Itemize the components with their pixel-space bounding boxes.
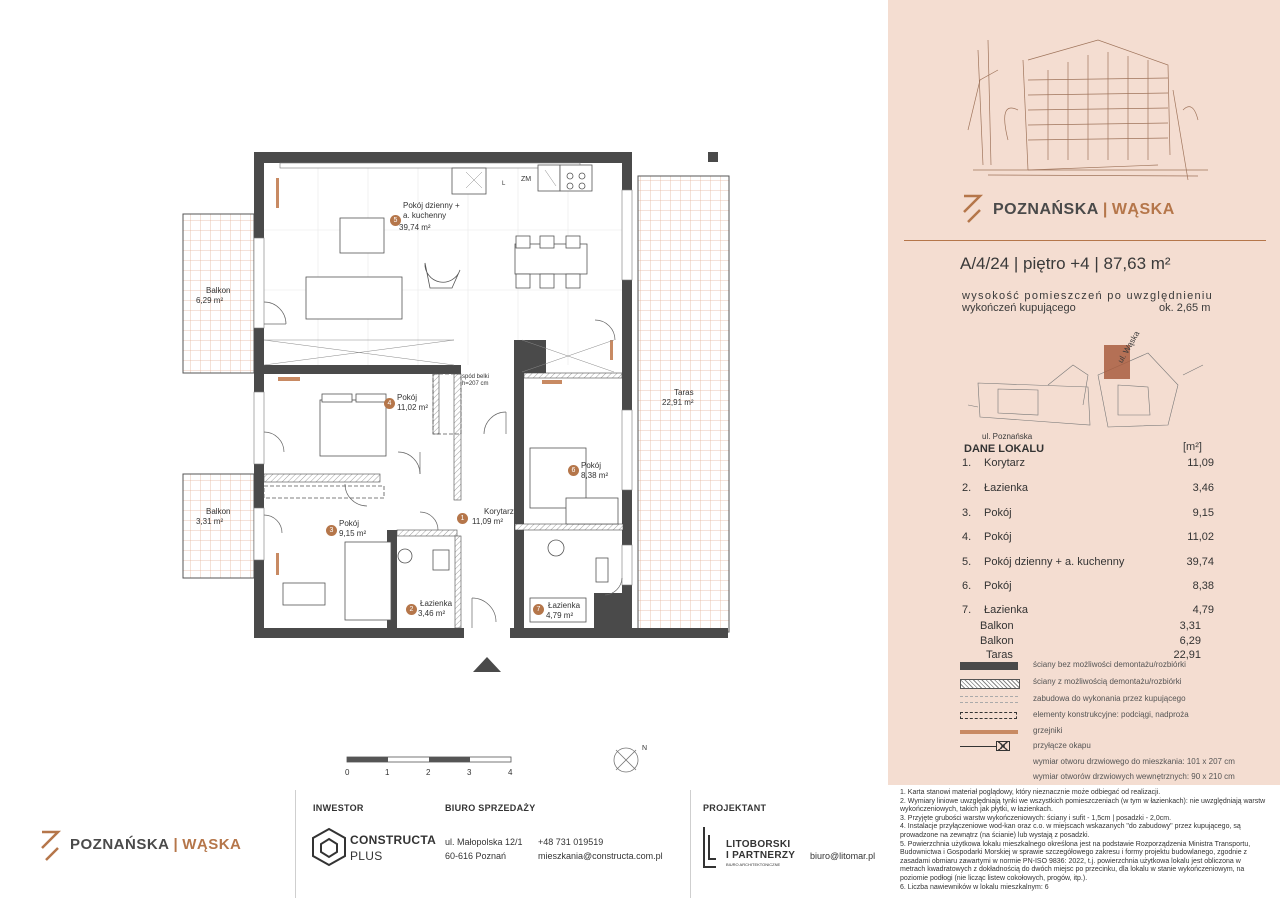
balkon-top-label [196, 286, 230, 306]
extra-label: Balkon [980, 620, 1014, 632]
constructa-logo-icon [311, 827, 347, 867]
dane-row-1 [962, 457, 1214, 471]
dane-label: Pokój [984, 531, 1012, 543]
note-1: 1. Karta stanowi materiał poglądowy, który nieznacznie może odbiegać od realizacji. [900, 789, 1161, 796]
room-1-label [472, 507, 514, 527]
building-sketch [888, 0, 1280, 200]
room-6-area: 8,38 m² [581, 471, 609, 480]
legend-dashed-symbol [960, 712, 1017, 719]
room-5-line1: Pokój dzienny + [403, 201, 460, 210]
balkon-top-name: Balkon [206, 286, 231, 295]
sales-addr-2: 60-616 Poznań [445, 851, 507, 861]
room-2-marker: 2 [406, 604, 417, 615]
room-3-area: 9,15 m² [339, 529, 367, 538]
extra-row-1 [980, 620, 1200, 632]
brand-logo-icon [960, 194, 984, 224]
room-6-line1: Pokój [581, 461, 602, 470]
legend-text: ściany bez możliwości demontażu/rozbiórki [1033, 660, 1186, 669]
room-5-line2: a. kuchenny [403, 211, 447, 220]
entry-arrow [473, 657, 501, 672]
extra-value: 6,29 [1179, 635, 1201, 647]
legend-text: ściany z możliwością demontażu/rozbiórki [1033, 677, 1182, 686]
zm-label: ZM [521, 176, 532, 183]
beam-note-line1: spód belki [462, 374, 490, 380]
north-arrow [614, 748, 638, 772]
extra-label: Taras [986, 649, 1013, 661]
locator-map [968, 345, 1218, 435]
dane-value: 8,38 [1192, 580, 1214, 592]
scale-1: 1 [385, 768, 390, 777]
investor-label: INWESTOR [313, 803, 364, 813]
room-2-label [420, 599, 452, 619]
dane-num: 2. [962, 482, 972, 494]
dane-row-6 [962, 580, 1214, 594]
divider-line [904, 240, 1266, 241]
scale-0: 0 [345, 768, 350, 777]
dane-unit: [m²] [1183, 441, 1202, 453]
sales-phone[interactable]: +48 731 019519 [538, 837, 604, 847]
legend-text: elementy konstrukcyjne: podciągi, nadproża [1033, 710, 1189, 719]
dane-num: 5. [962, 556, 972, 568]
room-1-line1: Korytarz [484, 507, 514, 516]
room-1-area: 11,09 m² [472, 517, 503, 526]
scale-3: 3 [467, 768, 472, 777]
brand-name-a: POZNAŃSKA [993, 201, 1099, 218]
scale-bar [347, 757, 511, 762]
designer-name-1: LITOBORSKI [726, 839, 791, 850]
legend-hood-symbol [960, 746, 996, 747]
room-4-line1: Pokój [397, 393, 418, 402]
room-3-line1: Pokój [339, 519, 360, 528]
balkon-bottom-label [196, 507, 230, 527]
dane-row-7 [962, 604, 1214, 618]
legend-text: grzejniki [1033, 726, 1063, 735]
height-text-1: wysokość pomieszczeń po uwzględnieniu [962, 290, 1214, 302]
designer-label: PROJEKTANT [703, 803, 767, 813]
designer-name-2: I PARTNERZY [726, 850, 796, 861]
balkon-bottom-area: 3,31 m² [196, 517, 224, 526]
footer-divider-1 [295, 790, 296, 898]
beam-note-line2: h=207 cm [462, 381, 489, 387]
legend-hatch-symbol [960, 679, 1020, 689]
dane-label: Pokój [984, 580, 1012, 592]
dane-num: 6. [962, 580, 972, 592]
taras-area: 22,91 m² [662, 398, 694, 407]
room-5-marker: 5 [390, 215, 401, 226]
room-3-label [339, 519, 366, 539]
dane-num: 1. [962, 457, 972, 469]
room-3-marker: 3 [326, 525, 337, 536]
extra-value: 22,91 [1173, 649, 1201, 661]
room-7-area: 4,79 m² [546, 611, 574, 620]
room-5-area: 39,74 m² [399, 223, 431, 232]
dane-label: Łazienka [984, 482, 1029, 494]
note-4: 4. Instalacje przyłączeniowe wod-kan oraz c.o. w miejscach wskazanych "do zabudowy" przez kupującego, są prowadzone na zewnątrz (na ścianie) lub wystają z posadzki. [900, 823, 1241, 839]
legend-dashed-light-symbol [960, 696, 1018, 703]
sales-addr-1: ul. Małopolska 12/1 [445, 837, 523, 847]
dane-label: Pokój [984, 507, 1012, 519]
note-6: 6. Liczba nawiewników w lokalu mieszkalnym: 6 [900, 883, 1049, 891]
room-1-marker: 1 [457, 513, 468, 524]
note-3: 3. Przyjęte grubości warstw wykończeniowych: ściany i sufit - 1,5cm | posadzki - 2,0cm. [900, 814, 1172, 822]
footer-divider-2 [690, 790, 691, 898]
room-4-marker: 4 [384, 398, 395, 409]
dane-value: 11,02 [1187, 531, 1214, 543]
taras-label [662, 388, 694, 408]
footer-brand-b: WĄSKA [182, 836, 242, 853]
scale-2: 2 [426, 768, 431, 777]
room-6-label [581, 461, 608, 481]
brand-title [993, 201, 1175, 219]
extra-row-2 [980, 635, 1200, 647]
street-bottom: ul. Poznańska [982, 432, 1033, 441]
footer-brand-separator: | [173, 836, 179, 853]
footer-brand [70, 836, 241, 853]
room-4-label [397, 393, 428, 413]
scale-4: 4 [508, 768, 513, 777]
extra-label: Balkon [980, 635, 1014, 647]
dane-row-5 [962, 556, 1214, 570]
dane-row-3 [962, 507, 1214, 521]
dane-heading: DANE LOKALU [964, 443, 1045, 455]
legend-text: wymiar otworów drzwiowych wewnętrznych: 90 x 210 cm [1033, 772, 1235, 781]
dane-num: 4. [962, 531, 972, 543]
unit-title: A/4/24 | piętro +4 | 87,63 m² [960, 254, 1171, 273]
legend-text: wymiar otworu drzwiowego do mieszkania: 101 x 207 cm [1033, 757, 1235, 766]
north-label: N [642, 745, 648, 752]
dane-value: 39,74 [1186, 556, 1214, 568]
dane-value: 11,09 [1187, 457, 1214, 469]
dane-num: 7. [962, 604, 972, 616]
footer-logo-icon [38, 830, 62, 862]
beam-note [462, 374, 489, 388]
street-right: ul. Wąska [1116, 329, 1142, 365]
footer-brand-a: POZNAŃSKA [70, 836, 170, 853]
legend-text: przyłącze okapu [1033, 741, 1091, 750]
dane-label: Łazienka [984, 604, 1029, 616]
room-2-line1: Łazienka [420, 599, 453, 608]
room-2-area: 3,46 m² [418, 609, 446, 618]
dane-row-4 [962, 531, 1214, 545]
dane-label: Pokój dzienny + a. kuchenny [984, 556, 1125, 568]
extra-value: 3,31 [1179, 620, 1201, 632]
dane-num: 3. [962, 507, 972, 519]
dane-label: Korytarz [984, 457, 1025, 469]
dane-row-2 [962, 482, 1214, 496]
balkon-bottom-name: Balkon [206, 507, 231, 516]
room-7-label [548, 601, 580, 621]
investor-name-1: CONSTRUCTA [350, 833, 437, 847]
designer-email[interactable]: biuro@litomar.pl [810, 851, 876, 861]
designer-name-3: BIURO ARCHITEKTONICZNE [726, 862, 781, 867]
room-7-marker: 7 [533, 604, 544, 615]
l-label: L [502, 181, 506, 187]
dane-value: 9,15 [1192, 507, 1214, 519]
room-7-line1: Łazienka [548, 601, 581, 610]
dane-value: 3,46 [1192, 482, 1214, 494]
room-4-area: 11,02 m² [397, 403, 428, 412]
height-value: ok. 2,65 m [1159, 302, 1211, 314]
legend-wall-symbol [960, 662, 1018, 670]
sales-label: BIURO SPRZEDAŻY [445, 803, 536, 813]
litoborski-logo-icon [702, 825, 718, 869]
room-5-label [399, 201, 460, 233]
legend-text: zabudowa do wykonania przez kupującego [1033, 694, 1186, 703]
dane-value: 4,79 [1192, 604, 1214, 616]
note-2: 2. Wymiary liniowe uwzględniają tynki we wszystkich pomieszczeniach (w tym w łazienkach): nie uwzględniają warstw wykończeniowych, takich jak płytki, w łazienkach. [900, 797, 1266, 814]
sales-email[interactable]: mieszkania@constructa.com.pl [538, 851, 663, 861]
investor-name-2: PLUS [350, 849, 383, 863]
balkon-top-area: 6,29 m² [196, 296, 224, 305]
legend-radiator-symbol [960, 730, 1018, 734]
note-5: 5. Powierzchnia użytkowa lokalu mieszkalnego określona jest na podstawie Rozporządzenia Ministra Transportu, Budownictwa i Gospodarki Morskiej w sprawie szczegółowego zakresu i formy projektu budowlanego, zgodnie z zasadami obmiaru zawartymi w normie PN-ISO 9836: 2022, t.j. powierzchnia użytkowa lokalu jest obliczona w metrach kwadratowych z dokładnością do dwóch miejsc po przecinku, dla lokalu w stanie wykończeniowym, na poziomie podłogi (nie licząc listew cokołowych, progów, itp.). [900, 840, 1251, 882]
taras-name: Taras [674, 388, 694, 397]
brand-name-b: WĄSKA [1111, 201, 1175, 218]
brand-separator: | [1102, 201, 1108, 218]
height-text-2: wykończeń kupującego [962, 302, 1076, 314]
room-6-marker: 6 [568, 465, 579, 476]
footer-notes [900, 789, 1268, 892]
legend-hood-box-icon [996, 741, 1010, 751]
